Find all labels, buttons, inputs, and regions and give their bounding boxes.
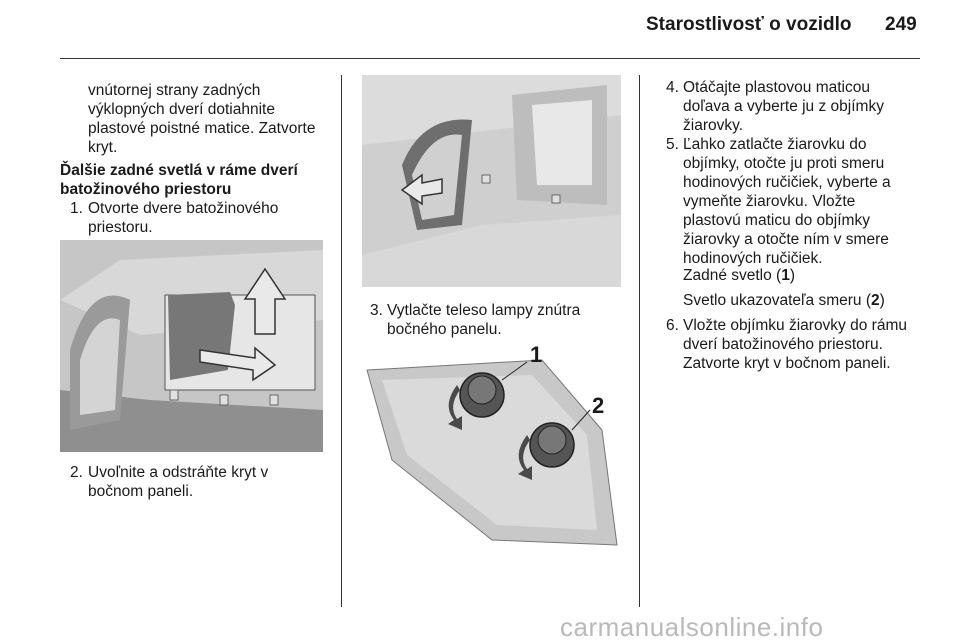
figure-lamp-housing <box>362 75 621 287</box>
callout-1: 1 <box>530 342 543 367</box>
step-1: 1. Otvorte dvere batožinového priestoru. <box>70 200 279 236</box>
figure-side-panel-cover <box>60 240 323 452</box>
step-4-number: 4. <box>666 79 679 96</box>
page-title: Starostlivosť o vozidlo <box>646 14 852 35</box>
step-3-number: 3. <box>370 302 383 319</box>
figure-bulb-sockets <box>362 340 621 552</box>
header-rule <box>60 58 920 59</box>
note-rear-light: Zadné svetlo (1) <box>683 267 796 284</box>
continued-paragraph: vnútornej strany zadných výklopných dverí dotiahnite plastové poistné matice. Zatvorte kryt. <box>88 82 316 156</box>
column-divider-2 <box>639 75 640 607</box>
step-4: 4. Otáčajte plastovou maticou doľava a vyberte ju z objímky žiarovky. <box>666 79 884 134</box>
step-3: 3. Vytlačte teleso lampy znútra bočného panelu. <box>370 302 581 338</box>
column-divider-1 <box>341 75 342 607</box>
step-5-number: 5. <box>666 136 679 153</box>
step-1-number: 1. <box>70 200 83 217</box>
callout-2: 2 <box>592 393 605 418</box>
step-2: 2. Uvoľnite a odstráňte kryt v bočnom paneli. <box>70 464 269 500</box>
section-heading: Ďalšie zadné svetlá v ráme dverí batožinového priestoru <box>60 162 298 198</box>
step-5: 5. Ľahko zatlačte žiarovku do objímky, otočte ju proti smeru hodinových ručičiek, vyberte a vymeňte žiarovku. Vložte plastovú maticu do objímky žiarovky a otočte ním v smere hodinových ručičiek. <box>666 136 891 267</box>
step-6: 6. Vložte objímku žiarovky do rámu dverí batožinového priestoru. Zatvorte kryt v bočnom paneli. <box>666 317 907 372</box>
page-number: 249 <box>885 14 917 35</box>
step-2-number: 2. <box>70 464 83 481</box>
step-6-number: 6. <box>666 317 679 334</box>
watermark: carmanualsonline.info <box>560 612 824 642</box>
note-turn-signal: Svetlo ukazovateľa smeru (2) <box>683 292 885 309</box>
